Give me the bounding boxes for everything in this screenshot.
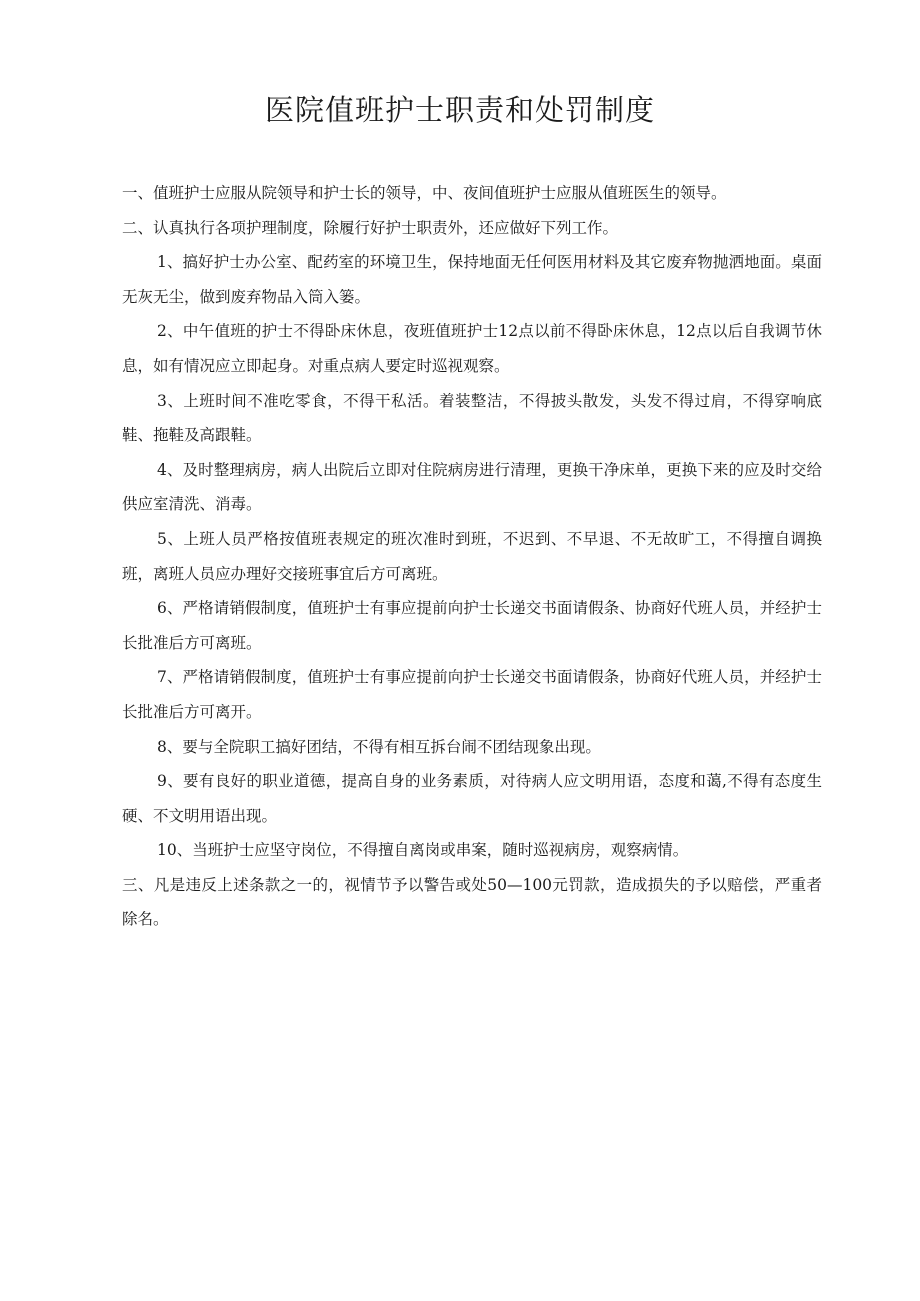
paragraph-item-10: 10、当班护士应坚守岗位，不得擅自离岗或串案，随时巡视病房，观察病情。 bbox=[157, 841, 689, 860]
paragraph-item-5: 5、上班人员严格按值班表规定的班次准时到班，不迟到、不早退、不无故旷工，不得擅自调换班，离班人员应办理好交接班事宜后方可离班。 bbox=[122, 529, 822, 583]
paragraph-item-1: 1、搞好护士办公室、配药室的环境卫生，保持地面无任何医用材料及其它废弃物抛洒地面。桌面无灰无尘，做到废弃物品入筒入篓。 bbox=[122, 253, 822, 306]
paragraph-item-7: 7、严格请销假制度，值班护士有事应提前向护士长递交书面请假条，协商好代班人员，并经护士长批准后方可离开。 bbox=[122, 668, 822, 721]
paragraph-item-9: 9、要有良好的职业道德，提高自身的业务素质，对待病人应文明用语，态度和蔼,不得有态度生硬、不文明用语出现。 bbox=[122, 772, 822, 825]
paragraph-item-2: 2、中午值班的护士不得卧床休息，夜班值班护士12点以前不得卧床休息，12点以后自我调节休息，如有情况应立即起身。对重点病人要定时巡视观察。 bbox=[122, 322, 822, 375]
paragraph-item-6: 6、严格请销假制度，值班护士有事应提前向护士长递交书面请假条、协商好代班人员，并经护士长批准后方可离班。 bbox=[122, 599, 822, 652]
paragraph-3: 三、凡是违反上述条款之一的，视情节予以警告或处50—100元罚款，造成损失的予以赔偿，严重者除名。 bbox=[122, 875, 822, 929]
paragraph-item-3: 3、上班时间不准吃零食，不得干私活。着装整洁，不得披头散发，头发不得过肩，不得穿响底鞋、拖鞋及高跟鞋。 bbox=[122, 391, 822, 445]
page-title: 医院值班护士职责和处罚制度 bbox=[264, 93, 655, 127]
paragraph-item-8: 8、要与全院职工搞好团结，不得有相互拆台闹不团结现象出现。 bbox=[157, 737, 601, 756]
paragraph-1: 一、值班护士应服从院领导和护士长的领导，中、夜间值班护士应服从值班医生的领导。 bbox=[122, 184, 727, 202]
document-body bbox=[122, 176, 822, 937]
paragraph-2: 二、认真执行各项护理制度，除履行好护士职责外，还应做好下列工作。 bbox=[122, 218, 619, 237]
paragraph-item-4: 4、及时整理病房，病人出院后立即对住院病房进行清理，更换干净床单，更换下来的应及时交给供应室清洗、消毒。 bbox=[122, 460, 822, 514]
